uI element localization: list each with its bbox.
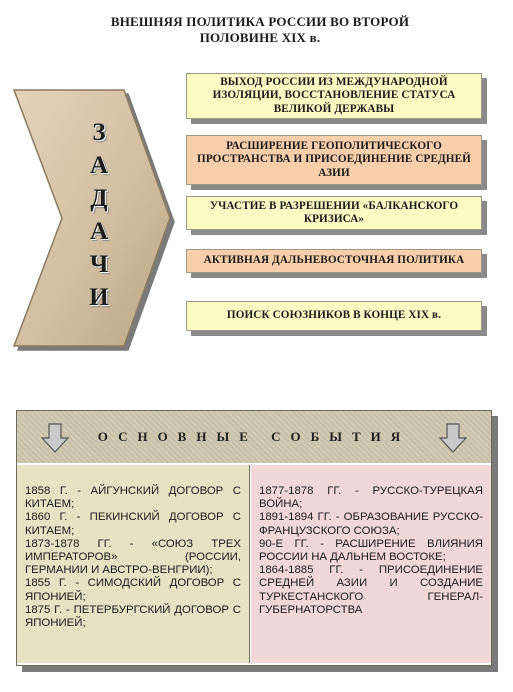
event-item: 1873-1878 ГГ. - «СОЮЗ ТРЕХ ИМПЕРАТОРОВ» (РОССИИ, ГЕРМАНИИ И АВСТРО-ВЕНГРИИ); <box>25 537 241 577</box>
tasks-label-letter: З <box>92 119 106 146</box>
task-box-4: АКТИВНАЯ ДАЛЬНЕВОСТОЧНАЯ ПОЛИТИКА <box>186 249 482 273</box>
events-panel <box>16 410 492 666</box>
event-item: 1855 Г. - СИМОДСКИЙ ДОГОВОР С ЯПОНИЕЙ; <box>25 577 241 603</box>
event-item: 1875 Г. - ПЕТЕРБУРГСКИЙ ДОГОВОР С ЯПОНИЕЙ; <box>25 603 241 630</box>
event-item: 1877-1878 ГГ. - РУССКО-ТУРЕЦКАЯ ВОЙНА; <box>259 485 483 511</box>
title-line-1: ВНЕШНЯЯ ПОЛИТИКА РОССИИ ВО ВТОРОЙ <box>110 14 410 29</box>
event-item: 1864-1885 ГГ. - ПРИСОЕДИНЕНИЕ СРЕДНЕЙ АЗИИ И СОЗДАНИЕ ТУРКЕСТАНСКОГО ГЕНЕРАЛ-ГУБЕРНАТОРСТВА <box>259 564 483 616</box>
down-arrow-icon <box>41 423 69 453</box>
tasks-label-letter: Ч <box>89 251 109 278</box>
event-item: 1860 Г. - ПЕКИНСКИЙ ДОГОВОР С КИТАЕМ; <box>25 511 241 537</box>
event-item: 1858 Г. - АЙГУНСКИЙ ДОГОВОР С КИТАЕМ; <box>25 485 241 511</box>
task-box-2: РАСШИРЕНИЕ ГЕОПОЛИТИЧЕСКОГО ПРОСТРАНСТВА И ПРИСОЕДИНЕНИЕ СРЕДНЕЙ АЗИИ <box>186 135 482 185</box>
tasks-label-letter: Д <box>90 185 108 212</box>
events-header <box>17 411 491 463</box>
tasks-label-letter: И <box>89 284 109 311</box>
events-title: ОСНОВНЫЕ СОБЫТИЯ <box>97 429 411 444</box>
events-right-column <box>251 465 491 663</box>
page-title <box>70 14 450 46</box>
task-box-1: ВЫХОД РОССИИ ИЗ МЕЖДУНАРОДНОЙ ИЗОЛЯЦИИ, ВОССТАНОВЛЕНИЕ СТАТУСА ВЕЛИКОЙ ДЕРЖАВЫ <box>186 73 482 119</box>
down-arrow-icon <box>439 423 467 453</box>
tasks-label-letter: А <box>89 152 109 179</box>
task-box-5: ПОИСК СОЮЗНИКОВ В КОНЦЕ XIX в. <box>186 301 482 331</box>
events-left-column <box>17 465 250 663</box>
title-line-2: ПОЛОВИНЕ XIX в. <box>199 30 321 45</box>
event-item: 1891-1894 ГГ. - ОБРАЗОВАНИЕ РУССКО-ФРАНЦУЗСКОГО СОЮЗА; <box>259 511 483 537</box>
tasks-label <box>82 116 116 314</box>
tasks-label-letter: А <box>89 218 109 245</box>
event-item: 90-Е ГГ. - РАСШИРЕНИЕ ВЛИЯНИЯ РОССИИ НА ДАЛЬНЕМ ВОСТОКЕ; <box>259 537 483 564</box>
task-box-3: УЧАСТИЕ В РАЗРЕШЕНИИ «БАЛКАНСКОГО КРИЗИСА» <box>186 196 482 230</box>
